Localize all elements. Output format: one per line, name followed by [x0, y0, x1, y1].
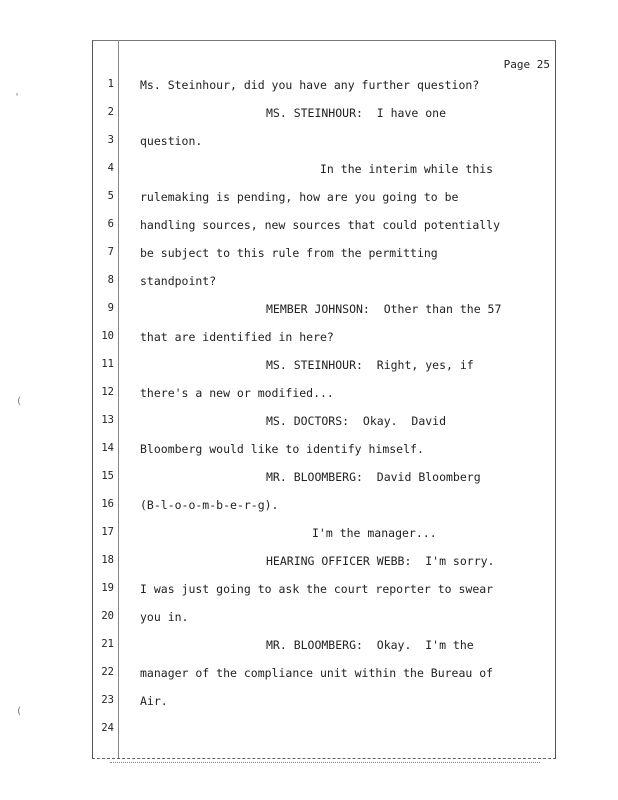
line-text: Air. — [140, 694, 168, 708]
line-number-margin-rule — [118, 40, 119, 758]
line-text: rulemaking is pending, how are you going to be — [140, 190, 459, 204]
line-text: MEMBER JOHNSON: Other than the 57 — [266, 302, 502, 316]
line-number: 19 — [101, 582, 114, 594]
line-text: question. — [140, 134, 203, 148]
line-number: 20 — [101, 610, 114, 622]
line-number: 6 — [107, 218, 114, 230]
line-text: there's a new or modified... — [140, 386, 334, 400]
line-text: you in. — [140, 610, 189, 624]
line-number: 17 — [101, 526, 114, 538]
line-text: In the interim while this — [320, 162, 494, 176]
line-text: MR. BLOOMBERG: Okay. I'm the — [266, 638, 474, 652]
line-text: HEARING OFFICER WEBB: I'm sorry. — [266, 554, 495, 568]
line-number: 7 — [107, 246, 114, 258]
line-number: 16 — [101, 498, 114, 510]
line-text: I'm the manager... — [312, 526, 437, 540]
line-text: MR. BLOOMBERG: David Bloomberg — [266, 470, 481, 484]
line-text: be subject to this rule from the permitting — [140, 246, 438, 260]
line-text: manager of the compliance unit within the Bureau of — [140, 666, 494, 680]
page-number: Page 25 — [503, 58, 550, 71]
line-text: that are identified in here? — [140, 330, 334, 344]
line-number: 24 — [101, 722, 114, 734]
line-number: 23 — [101, 694, 114, 706]
line-number: 22 — [101, 666, 114, 678]
line-number: 5 — [107, 190, 114, 202]
line-text: Bloomberg would like to identify himself. — [140, 442, 424, 456]
scan-mark: ( — [16, 706, 23, 717]
line-number: 18 — [101, 554, 114, 566]
line-number: 21 — [101, 638, 114, 650]
line-text: I was just going to ask the court reporter to swear — [140, 582, 494, 596]
line-text: (B-l-o-o-m-b-e-r-g). — [140, 498, 279, 512]
line-text: MS. DOCTORS: Okay. David — [266, 414, 447, 428]
line-number: 9 — [107, 302, 114, 314]
line-number: 13 — [101, 414, 114, 426]
line-text: standpoint? — [140, 274, 217, 288]
bottom-border — [92, 758, 556, 759]
line-text: handling sources, new sources that could potentially — [140, 218, 501, 232]
line-number: 2 — [107, 106, 114, 118]
line-number: 8 — [107, 274, 114, 286]
line-text: MS. STEINHOUR: I have one — [266, 106, 447, 120]
line-text: Ms. Steinhour, did you have any further question? — [140, 78, 480, 92]
line-number: 14 — [101, 442, 114, 454]
scan-mark: ' — [14, 92, 21, 103]
scan-mark: ( — [16, 396, 23, 407]
line-number: 11 — [101, 358, 114, 370]
line-number: 10 — [101, 330, 114, 342]
line-number: 15 — [101, 470, 114, 482]
line-number: 3 — [107, 134, 114, 146]
line-text: MS. STEINHOUR: Right, yes, if — [266, 358, 474, 372]
line-number: 4 — [107, 162, 114, 174]
bottom-border-dotted — [110, 762, 540, 763]
line-number: 1 — [107, 78, 114, 90]
line-number: 12 — [101, 386, 114, 398]
